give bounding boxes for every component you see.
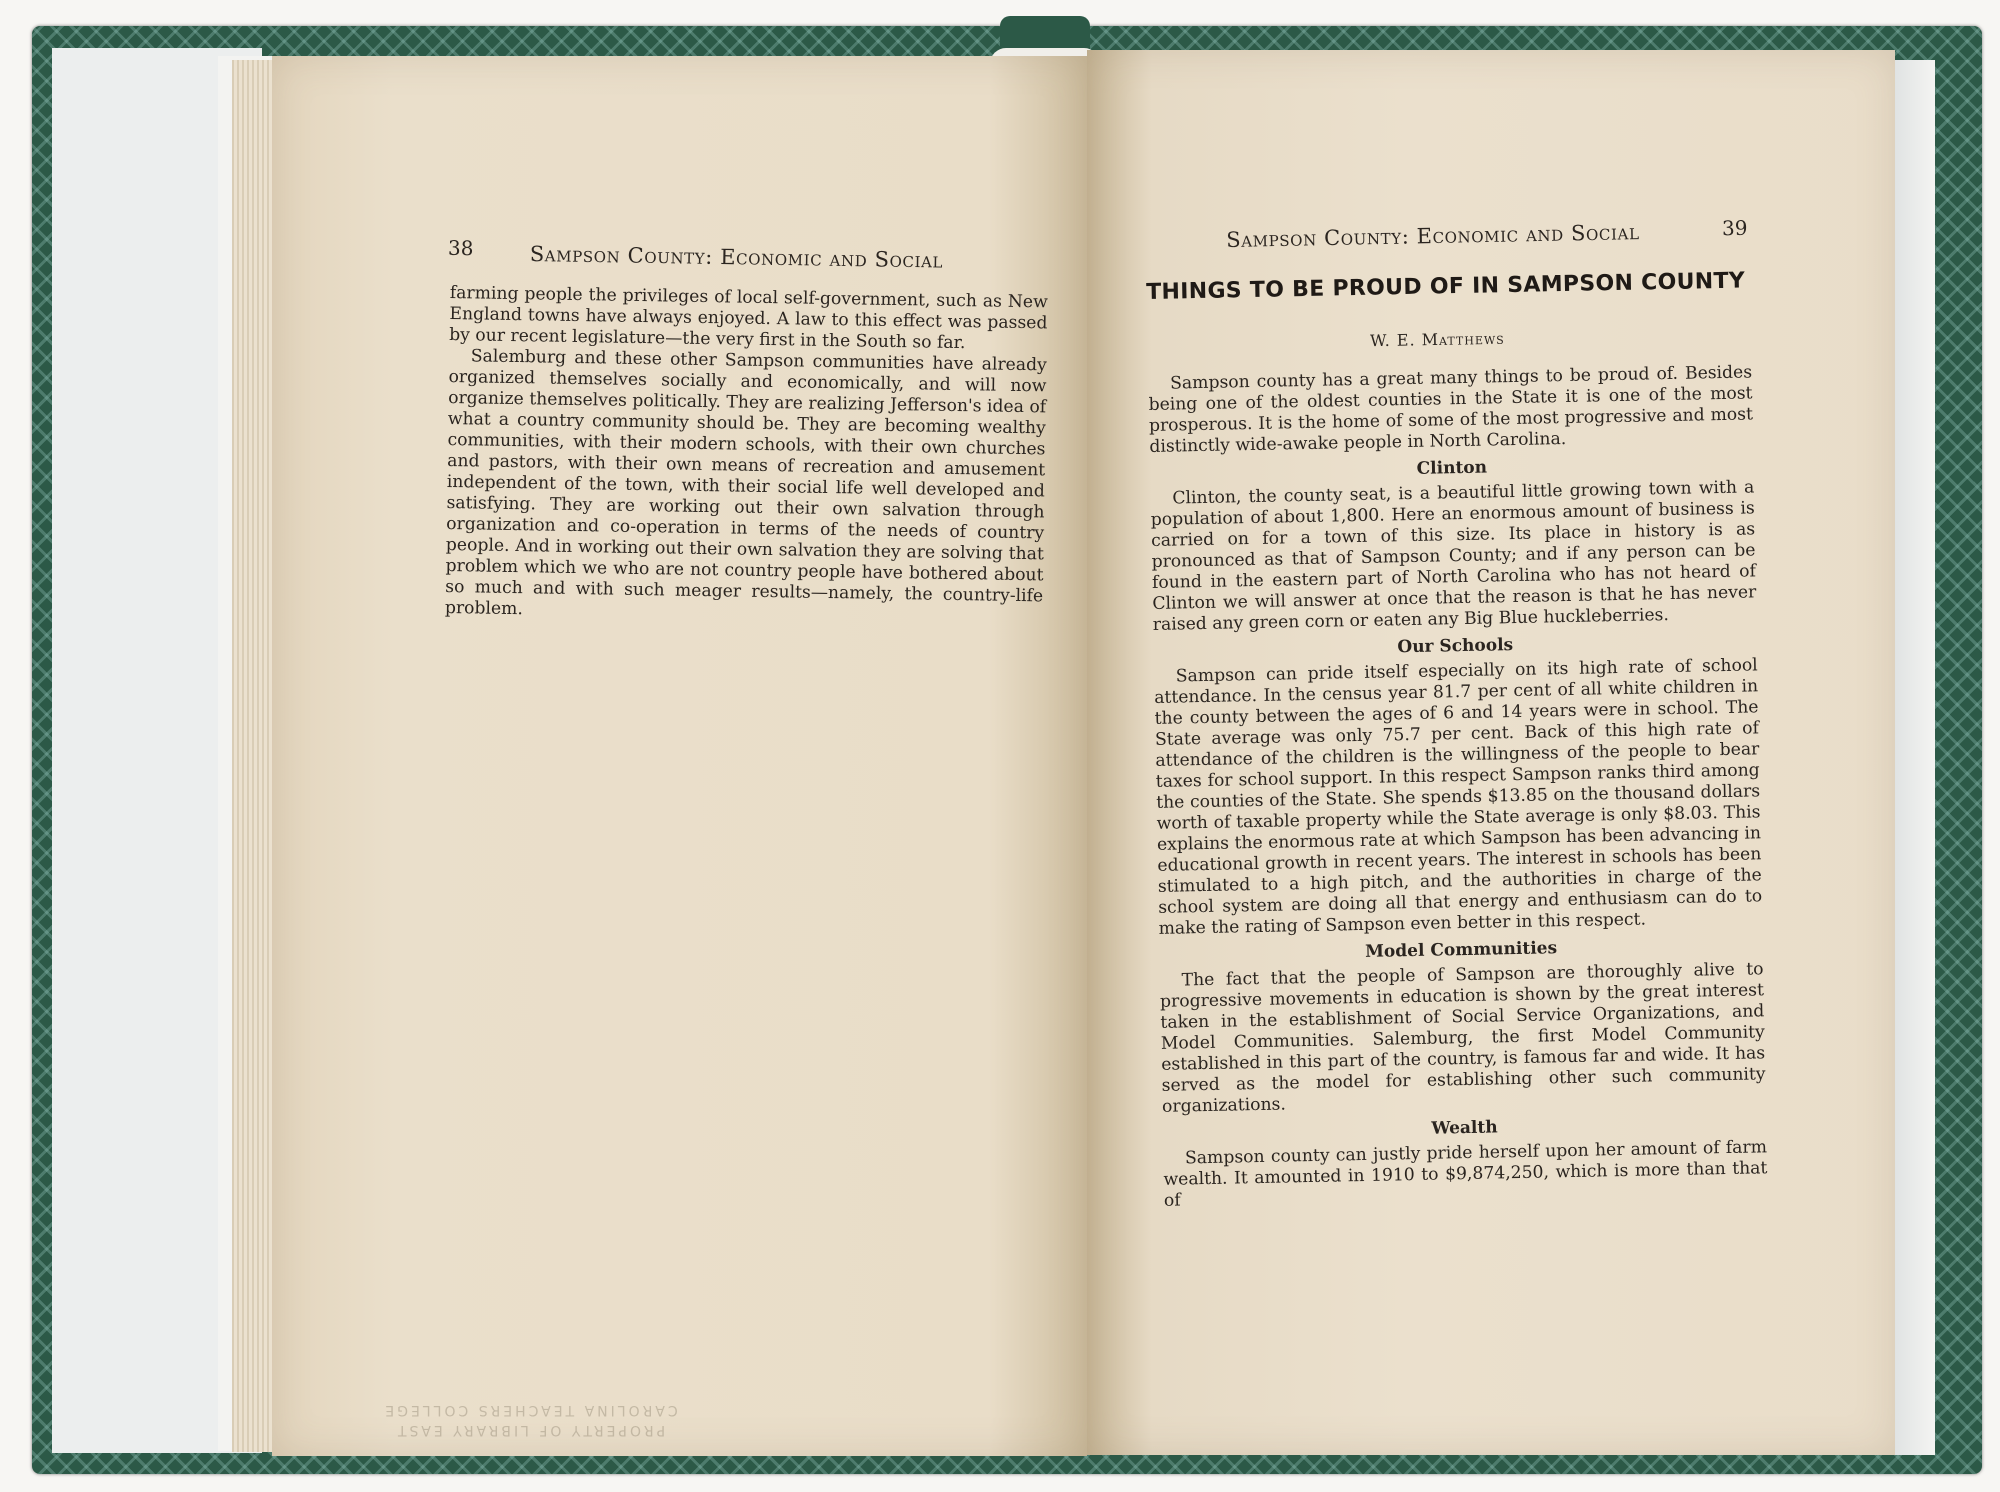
section-text-clinton: Clinton, the county seat, is a beautiful little growing town with a population of about 1,800. Here an enormous amount of business is carried on for a town of this size. Its place in history is as pronounced as that of Sampson County; and if any person can be found in the eastern part of North Carolina who has not heard of Clinton we will answer at once that the reason is that he has never raised any green corn or eaten any Big Blue huckleberries.: [1150, 477, 1757, 635]
section-heading-model-communities: Model Communities: [1364, 938, 1558, 962]
left-running-head-text: Sampson County: Economic and Social: [529, 242, 944, 273]
left-page-body: [445, 283, 1048, 628]
library-stamp: PROPERTY OF LIBRARY EAST CAROLINA TEACHERS COLLEGE: [382, 1402, 678, 1438]
section-text-model-communities: The fact that the people of Sampson are thoroughly alive to progressive movements in education is shown by the great interest taken in the establishment of Social Service Organizations, and Model Communities. Salemburg, the first Model Community established in this part of the country, is famous far and wide. It has served as the model for establishing other such community organizations.: [1159, 959, 1766, 1117]
article-author: W. E. Matthews: [1369, 328, 1505, 351]
section-text-wealth: Sampson county can justly pride herself upon her amount of farm wealth. It amounted in 1910 to $9,874,250, which is more than that of: [1163, 1137, 1768, 1211]
right-page-number: 39: [1721, 215, 1748, 241]
left-page-number: 38: [447, 235, 474, 261]
left-paragraph-2: Salemburg and these other Sampson communities have already organized themselves socially and economically, and will now organize themselves politically. They are realizing Jefferson's idea of what a country community should be. They are becoming wealthy communities, with their modern schools, with their own churches and pastors, with their own means of recreation and amusement independent of the town, with their social life well developed and satisfying. They are working out their own salvation through organization and co-operation in terms of the needs of country people. And in working out their own salvation they are solving that problem which we who are not country people have bothered about so much and with such meager results—namely, the country-life problem.: [444, 346, 1047, 620]
article-title: THINGS TO BE PROUD OF IN SAMPSON COUNTY: [1146, 268, 1746, 305]
right-flyleaf: [1895, 60, 1935, 1455]
section-heading-schools: Our Schools: [1397, 635, 1514, 658]
left-paragraph-1: farming people the privileges of local self-government, such as New England towns have always enjoyed. A law to this effect was passed by our recent legislature—the very first in the South so far.: [449, 283, 1048, 354]
right-running-head-text: Sampson County: Economic and Social: [1226, 220, 1640, 252]
section-heading-clinton: Clinton: [1416, 457, 1488, 479]
intro-paragraph: Sampson county has a great many things to be proud of. Besides being one of the oldest counties in the State it is one of the most prosperous. It is the home of some of the most progressive and most distinctly wide-awake people in North Carolina.: [1148, 362, 1754, 457]
section-text-schools: Sampson can pride itself especially on its high rate of school attendance. In the census year 81.7 per cent of all white children in the county between the ages of 6 and 14 years were in school. The State average was only 75.7 per cent. Back of this high rate of attendance of the children is the willingness of the people to bear taxes for school support. In this respect Sampson ranks third among the counties of the State. She spends $13.85 on the thousand dollars worth of taxable property while the State average is only $8.03. This explains the enormous rate at which Sampson has been advancing in educational growth in recent years. The interest in schools has been stimulated to a high pitch, and the authorities in charge of the school system are doing all that energy and enthusiasm can do to make the rating of Sampson even better in this respect.: [1154, 655, 1763, 939]
section-heading-wealth: Wealth: [1431, 1117, 1498, 1139]
right-page-body: [1148, 362, 1768, 1211]
